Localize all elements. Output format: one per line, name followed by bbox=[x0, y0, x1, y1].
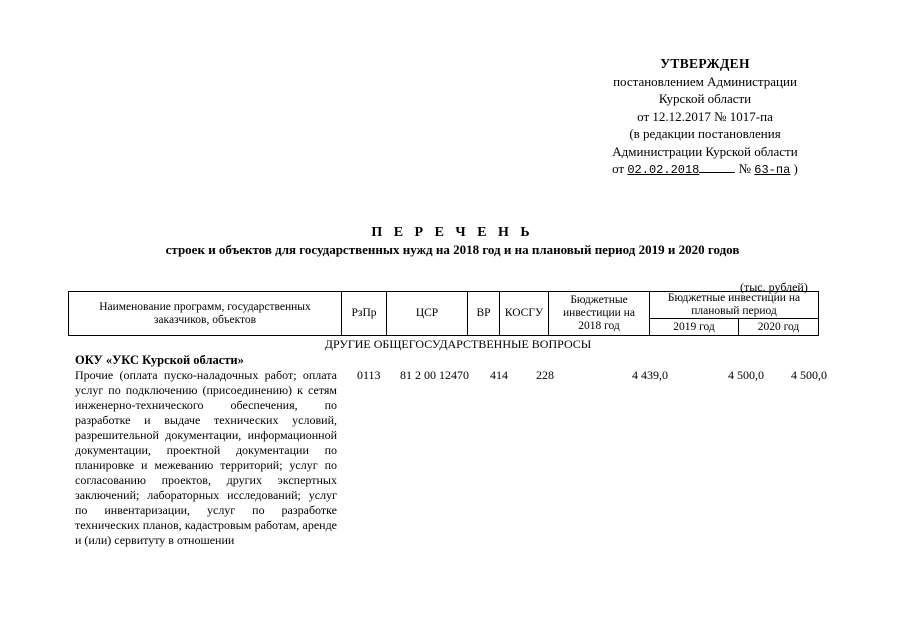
approval-line-2: Курской области bbox=[658, 91, 752, 106]
approval-line-4: (в редакции постановления bbox=[629, 126, 781, 141]
header-inv-plan: Бюджетные инвестиции на плановый период bbox=[650, 292, 819, 319]
amendment-prefix: от bbox=[612, 161, 625, 176]
row-kosgu: 228 bbox=[536, 368, 554, 382]
amendment-line bbox=[560, 160, 850, 180]
section-heading: ДРУГИЕ ОБЩЕГОСУДАРСТВЕННЫЕ ВОПРОСЫ bbox=[324, 337, 592, 351]
row-rzpr: 0113 bbox=[357, 368, 381, 382]
row-value-2018: 4 439,0 bbox=[632, 368, 668, 382]
row-value-2020: 4 500,0 bbox=[791, 368, 827, 382]
document-title: П Е Р Е Ч Е Н Ь bbox=[371, 225, 534, 240]
approval-line-1: постановлением Администрации bbox=[613, 73, 797, 89]
amendment-number: 63-па bbox=[754, 163, 791, 177]
header-2019: 2019 год bbox=[650, 319, 739, 336]
approval-line-3: от 12.12.2017 № 1017-па bbox=[637, 108, 773, 124]
organization-name: ОКУ «УКС Курской области» bbox=[75, 353, 244, 367]
header-2020: 2020 год bbox=[739, 319, 819, 336]
approval-block bbox=[560, 55, 850, 180]
header-kosgu: КОСГУ bbox=[500, 292, 549, 336]
header-csr: ЦСР bbox=[387, 292, 468, 336]
row-description: Прочие (оплата пуско-наладочных работ; оплата услуг по подключению (присоединению) к сетям инженерно-технического обеспечения, по разработке и выдаче технических условий, разрешительной документации, информационной документации, проектной документации по планировке и межеванию территорий; услуг по согласованию проектов, других экспертных заключений; лабораторных исследований; услуг по инвентаризации, услуг по разработке технических планов, кадастровым работам, аренде и (или) сервитуту в отношении bbox=[75, 368, 337, 547]
amendment-date: 02.02.2018 bbox=[627, 163, 700, 177]
header-vr: ВР bbox=[468, 292, 500, 336]
row-value-2019: 4 500,0 bbox=[728, 368, 764, 382]
header-inv-2018: Бюджетные инвестиции на 2018 год bbox=[549, 292, 650, 336]
header-name: Наименование программ, государственных заказчиков, объектов bbox=[69, 292, 342, 336]
amendment-close: ) bbox=[793, 161, 798, 176]
approval-heading: УТВЕРЖДЕН bbox=[660, 56, 750, 71]
header-table bbox=[68, 291, 819, 336]
underline-blank bbox=[699, 161, 735, 173]
header-rzpr: РзПр bbox=[342, 292, 387, 336]
row-vr: 414 bbox=[490, 368, 508, 382]
document-subtitle: строек и объектов для государственных нужд на 2018 год и на плановый период 2019 и 2020 годов bbox=[165, 242, 740, 257]
units-label: (тыс. рублей) bbox=[740, 280, 808, 294]
row-csr: 81 2 00 12470 bbox=[400, 368, 469, 382]
amendment-number-prefix: № bbox=[738, 161, 752, 176]
approval-line-5: Администрации Курской области bbox=[612, 143, 798, 159]
